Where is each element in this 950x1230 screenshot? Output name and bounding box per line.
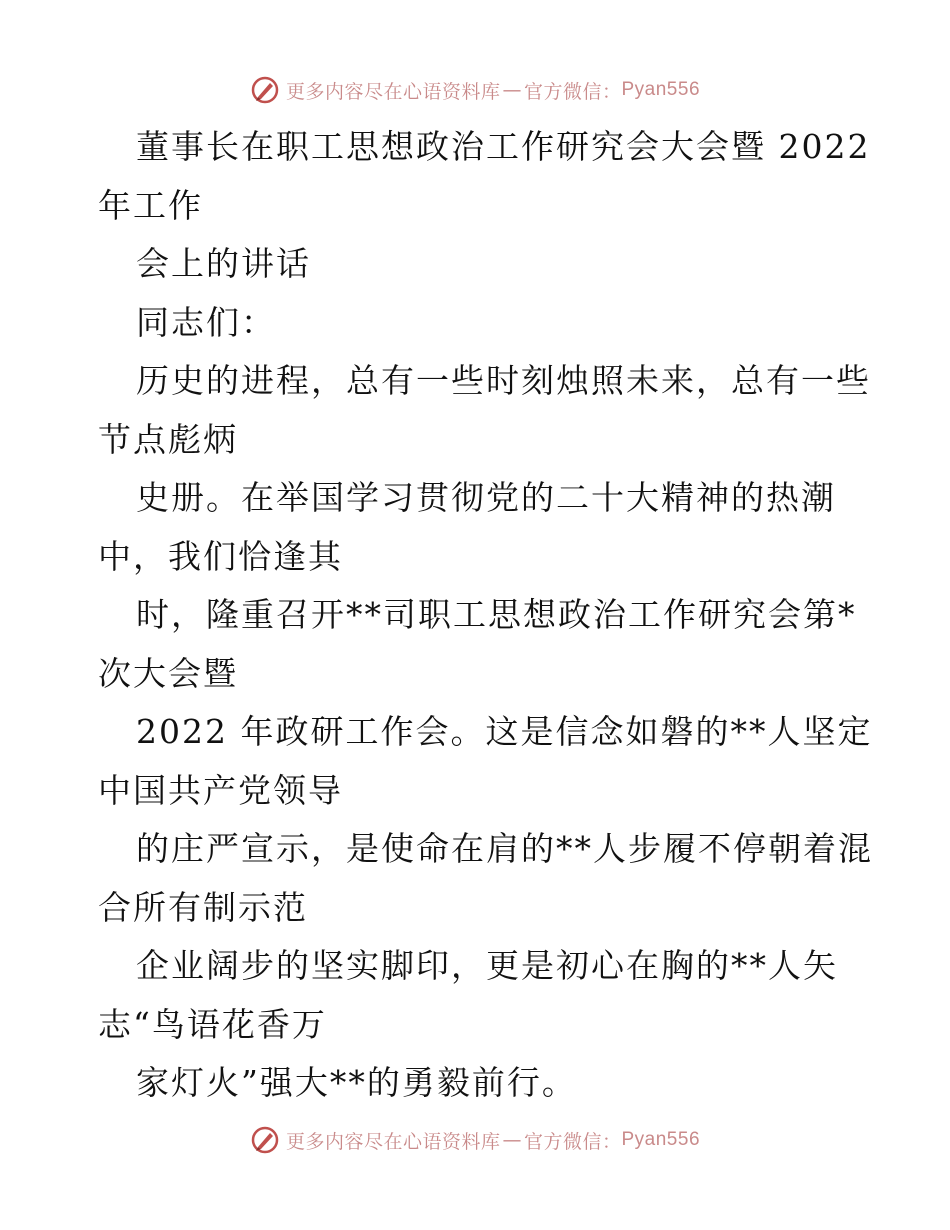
watermark-separator: —	[502, 79, 522, 101]
document-line: 志“鸟语花香万	[98, 1004, 327, 1044]
document-line: 时，隆重召开**司职工思想政治工作研究会第*	[136, 595, 857, 634]
watermark-account: Pyan556	[621, 1129, 701, 1150]
document-line: 史册。在举国学习贯彻党的二十大精神的热潮	[136, 478, 836, 517]
document-line: 家灯火”强大**的勇毅前行。	[136, 1063, 577, 1102]
watermark-wechat-label: 官方微信：	[523, 1130, 622, 1153]
document-line: 会上的讲话	[136, 244, 311, 283]
document-body	[98, 118, 873, 1113]
document-line: 2022 年政研工作会。这是信念如磐的**人坚定	[136, 712, 873, 751]
document-line: 节点彪炳	[98, 419, 238, 459]
document-line: 中，我们恰逢其	[98, 536, 343, 576]
watermark-wechat-label: 官方微信：	[523, 80, 622, 103]
watermark-brand: 更多内容尽在心语资料库	[285, 1130, 501, 1153]
footer-watermark	[0, 1120, 950, 1160]
pen-nib-logo-icon	[250, 75, 280, 105]
document-line: 企业阔步的坚实脚印，更是初心在胸的**人矢	[136, 946, 838, 985]
document-line: 的庄严宣示，是使命在肩的**人步履不停朝着混	[136, 829, 873, 868]
document-line: 合所有制示范	[98, 887, 308, 927]
document-line: 历史的进程，总有一些时刻烛照未来，总有一些	[136, 361, 871, 400]
watermark-separator: —	[502, 1129, 522, 1151]
pen-nib-logo-icon	[250, 1125, 280, 1155]
document-line: 同志们：	[136, 302, 276, 342]
header-watermark	[0, 70, 950, 110]
document-line: 董事长在职工思想政治工作研究会大会暨 2022	[136, 127, 871, 166]
watermark-account: Pyan556	[621, 79, 701, 100]
document-line: 年工作	[98, 185, 203, 225]
watermark-brand: 更多内容尽在心语资料库	[285, 80, 501, 103]
document-line: 中国共产党领导	[98, 770, 343, 810]
document-line: 次大会暨	[98, 653, 238, 693]
